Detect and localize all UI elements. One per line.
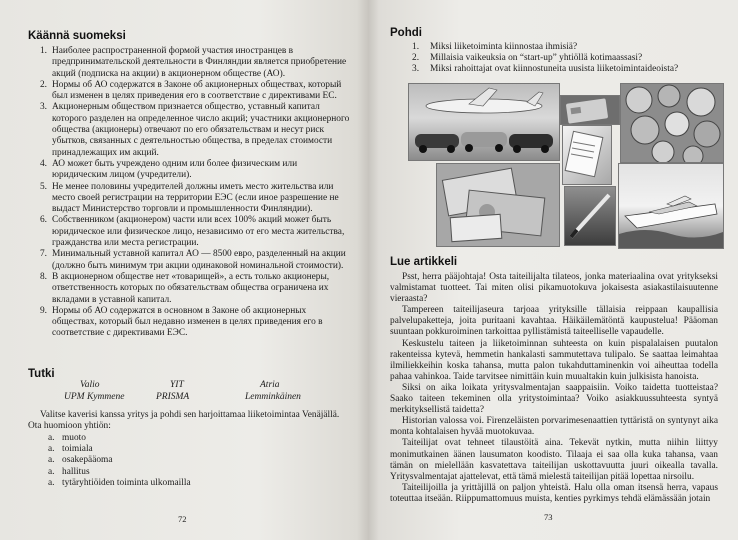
list-item: 9. Нормы об АО содержатся в основном в Законе об акционерных обществах, который был недавно изменен в целях приведения его в соответствие с директивами ЕЭС. <box>39 305 323 339</box>
instruction-text: Valitse kaverisi kanssa yritys ja pohdi sen harjoittamaa liiketoimintaa Venäjällä. <box>40 410 340 420</box>
list-item: a. tytäryhtiöiden toiminta ulkomailla <box>48 478 328 489</box>
company-name: UPM Kymmene <box>64 392 125 402</box>
list-item: 2. Millaisia vaikeuksia on “start-up” yhtiöllä kotimaassasi? <box>412 53 643 63</box>
company-names <box>0 380 368 406</box>
list-item: 3. Акционерным обществом признается общество, уставный капитал которого разделен на определенное число акций; участники акционерного общества (акционеры) отвечают по его обязательствам и несут риск убытков, связанных с деятельностью общества, в пределах стоимости принадлежащих им акций. <box>39 102 350 158</box>
instruction-text: Ota huomioon yhtiön: <box>28 421 111 431</box>
company-name: YIT <box>170 380 184 390</box>
list-item: 2. Нормы об АО содержатся в Законе об акционерных обществах, который был изменен в целях приведения его в соответствие с директивами ЕС. <box>39 79 342 102</box>
jet-and-cars-image <box>409 84 559 160</box>
list-item: a. muoto <box>48 433 328 444</box>
pohdi-heading: Pohdi <box>390 27 422 39</box>
documents-image <box>563 126 611 184</box>
pen-photo <box>564 186 616 246</box>
article-paragraph: Taiteilijat ovat tehneet tilaustöitä aina. Tekevät nytkin, mutta niihin liittyy monimutkainen äänen lausumaton koodisto. Tilaaja ei saa olla kuka tahansa, vaan tämän on mielellään kasvatettava taiteilijan uskottavuutta juuri oikealla tavalla. Yritysvalmentajat ajattelevat, että tämä mielestä taiteilijan pitää lopettaa nirsoilu. <box>390 438 718 482</box>
banknotes-photo <box>436 163 560 247</box>
list-item: 4. АО может быть учреждено одним или более физическим или юридическим лицом (учредители). <box>39 158 298 181</box>
coins-image <box>621 84 723 162</box>
page-number: 73 <box>544 512 553 522</box>
card-photo <box>560 95 620 125</box>
credit-card-image <box>561 96 619 124</box>
list-item: a. hallitus <box>48 467 328 478</box>
documents-photo <box>562 125 612 185</box>
right-page <box>368 0 738 540</box>
jet-cars-photo <box>408 83 560 161</box>
list-item: a. toimiala <box>48 444 328 455</box>
aspect-list <box>48 433 328 489</box>
company-name: PRISMA <box>156 392 190 402</box>
page-number: 72 <box>178 514 187 524</box>
coins-photo <box>620 83 724 163</box>
article-paragraph: Psst, herra pääjohtaja! Osta taiteilijalta tilateos, jonka materiaalina ovat yritykseksi valmistamat tuotteet. Tai miten olisi pikamuotokuva jokaisesta asiakastilaisuutenne vieraasta? <box>390 272 718 305</box>
company-name: Lemminkäinen <box>245 392 301 402</box>
list-item: a. osakepääoma <box>48 455 328 466</box>
article-paragraph: Taiteilijoilla ja yrittäjillä on paljon yhteistä. Halu olla oman itsensä herra, vapaus toteuttaa itseään. Riippumattomuus muista, kenties pyrkimys tehdä elämässään jotain <box>390 482 718 504</box>
left-page <box>0 0 368 540</box>
list-item: 1. Наиболее распространенной формой участия иностранцев в предпринимательской деятельности в Финляндии является приобретение акций (подписка на акции) в акционерном обществе (АО). <box>39 46 347 79</box>
company-name: Atria <box>260 380 280 390</box>
article-paragraph: Keskustelu taiteen ja liiketoiminnan suhteesta on kuin pispalalaisen puutalon rakenteissa kytevä, hemmetin hankalasti sammutettava tulipalo. Se saattaa leimahtaa ilmiliekkeihin koska tahansa, mutta palon tukahduttaminenkin voi aiheuttaa todella pahaa vahinkoa. Taide tarvitsee nimittäin kuin muualtakin kuin julkisista hanoista. <box>390 338 718 382</box>
list-item: 5. Не менее половины учредителей должны иметь место жительства или место своей регистрации на территории ЕЭС (если иное разрешение не выдаст Министерство торговли и промышленности Финляндии). <box>39 181 339 215</box>
article-paragraph: Tampereen taiteilijaseura tarjoaa yrityksille tällaisia reippaan kaupallisia palvelupaketteja, joita puritaani kavahtaa. Häikäilemätöntä kaupustelua! Pääoman suuntaan pokkuroiminen tarkoittaa pyllistämistä taiteelliselle vapaudelle. <box>390 305 718 338</box>
company-name: Valio <box>80 380 100 390</box>
list-item: 7. Минимальный уставной капитал АО — 8500 евро, разделенный на акции (должно быть минимум три акции одинаковой номинальной стоимости). <box>39 249 346 271</box>
list-item: 6. Собственником (акционером) части или всех 100% акций может быть юридическое или физическое лицо, независимо от его места жительства, гражданства или места регистрации. <box>39 215 345 249</box>
list-item: 1. Miksi liiketoiminta kiinnostaa ihmisiä? <box>412 42 578 52</box>
banknotes-image <box>437 164 559 246</box>
kaanna-heading: Käännä suomeksi <box>28 30 126 42</box>
list-item: 8. В акционерном обществе нет «товарищей», а есть только акционеры, ответственность которых по обязательствам общества ограничена их вкладами в уставной капитал. <box>39 271 330 305</box>
article-heading: Lue artikkeli <box>390 256 458 268</box>
list-item: 3. Miksi rahoittajat ovat kiinnostuneita uusista liiketoimintaideoista? <box>412 64 679 74</box>
yacht-image <box>619 164 723 248</box>
pen-image <box>565 187 615 245</box>
question-list <box>412 42 712 75</box>
tutki-heading: Tutki <box>28 368 55 380</box>
article-paragraph: Historian valossa voi. Firenzeläisten porvarimesenaattien tyttäristä on syntynyt aika monta kohtalaisen hyvää muotokuvaa. <box>390 416 718 438</box>
article-paragraph: Siksi on aika loikata yritysvalmentajan saappaisiin. Voiko taidetta tuotteistaa? Saako taiteen tekeminen olla yritystoimintaa? Voiko asiakkuussuhteesta syntyä merkityksellistä taidetta? <box>390 382 718 416</box>
article-body <box>390 272 718 505</box>
yacht-photo <box>618 163 724 249</box>
translation-list <box>32 46 350 340</box>
